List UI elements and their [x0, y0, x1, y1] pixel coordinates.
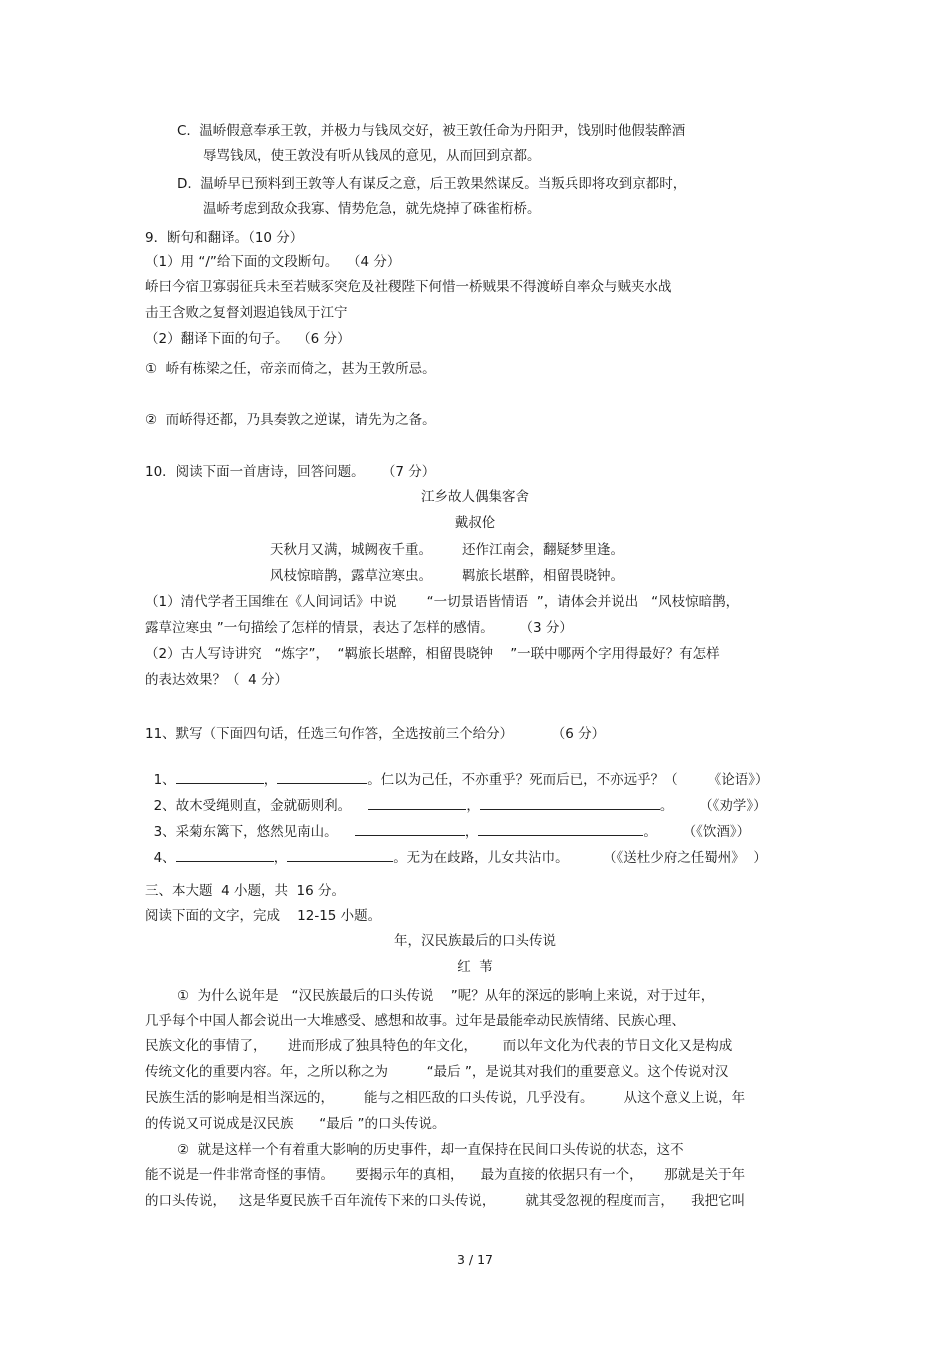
paragraph-2-line-1: ② 就是这样一个有着重大影响的历史事件，却一直保持在民间口头传说的状态，这不: [177, 1142, 684, 1158]
article-author: 红 苇: [457, 959, 493, 975]
paragraph-1-line-2: 几乎每个中国人都会说出一大堆感受、感想和故事。过年是最能牵动民族情绪、民族心理、: [145, 1013, 685, 1029]
option-d-line-2: 温峤考虑到敌众我寡、情势危急，就先烧掉了硃雀桁桥。: [203, 201, 541, 217]
poem-line-1: 天秋月又满，城阙夜千重。 还作江南会，翻疑梦里逢。: [270, 542, 625, 558]
question-10-part-1-b: 露草泣寒虫 ”一句描绘了怎样的情景，表达了怎样的感情。 （3 分）: [145, 620, 573, 636]
paragraph-1-line-3: 民族文化的事情了， 进而形成了独具特色的年文化， 而以年文化为代表的节日文化又是构成: [145, 1038, 733, 1054]
paragraph-2-line-3: 的口头传说， 这是华夏民族千百年流传下来的口头传说， 就其受忽视的程度而言， 我把它叫: [145, 1193, 746, 1209]
poem-line-2: 风枝惊暗鹊，露草泣寒虫。 羁旅长堪醉，相留畏晓钟。: [270, 568, 625, 584]
passage-line-1: 峤曰今宿卫寡弱征兵未至若贼豕突危及社稷陛下何惜一桥贼果不得渡峤自率众与贼夹水战: [145, 279, 672, 295]
page-number: 3 / 17: [456, 1252, 494, 1267]
dictation-item-4: [145, 830, 767, 867]
question-10-part-2-b: 的表达效果？（ 4 分）: [145, 672, 288, 688]
poem-title: 江乡故人偶集客舍: [421, 489, 529, 505]
question-9-sub-1: （1）用 “/”给下面的文段断句。 （4 分）: [145, 254, 401, 270]
section-3-title: 三、本大题 4 小题，共 16 分。: [145, 883, 346, 899]
answer-blank[interactable]: [176, 848, 274, 862]
paragraph-1-line-5: 民族生活的影响是相当深远的， 能与之相匹敌的口头传说，几乎没有。 从这个意义上说，年: [145, 1090, 746, 1106]
comma: ，: [466, 798, 480, 814]
item-4-text: 。无为在歧路，儿女共沾巾。 （《送杜少府之任蜀州》 ）: [393, 850, 767, 866]
option-c-line-2: 辱骂钱凤，使王敦没有听从钱凤的意见，从而回到京都。: [203, 148, 541, 164]
question-11-title: 11、默写（下面四句话，任选三句作答，全选按前三个给分） （6 分）: [145, 726, 606, 742]
paragraph-1-line-1: ① 为什么说年是 “汉民族最后的口头传说 ”呢？从年的深远的影响上来说，对于过年，: [177, 988, 715, 1004]
comma: ，: [273, 850, 288, 866]
paragraph-2-line-2: 能不说是一件非常奇怪的事情。 要揭示年的真相， 最为直接的依据只有一个， 那就是关于年: [145, 1167, 746, 1183]
item-3-text: 3、采菊东篱下，悠然见南山。: [153, 824, 355, 840]
passage-line-2: 击王含败之复督刘遐追钱凤于江宁: [145, 305, 348, 321]
option-c-line-1: C. 温峤假意奉承王敦，并极力与钱凤交好，被王敦任命为丹阳尹，饯别时他假装醉酒: [177, 123, 686, 139]
comma: ，: [263, 772, 278, 788]
paragraph-1-line-4: 传统文化的重要内容。年，之所以称之为 “最后 ”，是说其对我们的重要意义。这个传说对汉: [145, 1064, 729, 1080]
option-d-line-1: D. 温峤早已预料到王敦等人有谋反之意，后王敦果然谋反。当叛兵即将攻到京都时，: [177, 176, 687, 192]
item-3-source: 。 （《饮酒》）: [643, 824, 751, 840]
translate-sentence-1: ① 峤有栋梁之任，帝亲而倚之，甚为王敦所忌。: [145, 361, 436, 377]
translate-sentence-2: ② 而峤得还都，乃具奏敦之逆谋，请先为之备。: [145, 412, 436, 428]
item-1-number: 1、: [153, 772, 176, 788]
item-4-number: 4、: [153, 850, 176, 866]
item-2-text: 2、故木受绳则直，金就砺则利。: [153, 798, 369, 814]
item-2-source: 。 （《劝学》）: [659, 798, 767, 814]
section-3-instruction: 阅读下面的文字，完成 12-15 小题。: [145, 908, 382, 924]
item-1-text: 。仁以为己任，不亦重乎？死而后已，不亦远乎？（ 《论语》）: [367, 772, 769, 788]
answer-blank[interactable]: [287, 848, 393, 862]
question-9-title: 9．断句和翻译。（10 分）: [145, 230, 304, 246]
comma: ，: [464, 824, 479, 840]
question-10-part-1-a: （1）清代学者王国维在《人间词话》中说 “一切景语皆情语 ”，请体会并说出 “风枝惊暗鹊，: [145, 594, 740, 610]
question-10-part-2-a: （2）古人写诗讲究 “炼字”， “羁旅长堪醉，相留畏晓钟 ”一联中哪两个字用得最好？有怎样: [145, 646, 720, 662]
paragraph-1-line-6: 的传说又可说成是汉民族 “最后 ”的口头传说。: [145, 1116, 446, 1132]
question-9-sub-2: （2）翻译下面的句子。 （6 分）: [145, 331, 351, 347]
poem-author: 戴叔伦: [454, 515, 496, 531]
question-10-title: 10．阅读下面一首唐诗，回答问题。 （7 分）: [145, 464, 436, 480]
article-title: 年，汉民族最后的口头传说: [394, 933, 556, 949]
